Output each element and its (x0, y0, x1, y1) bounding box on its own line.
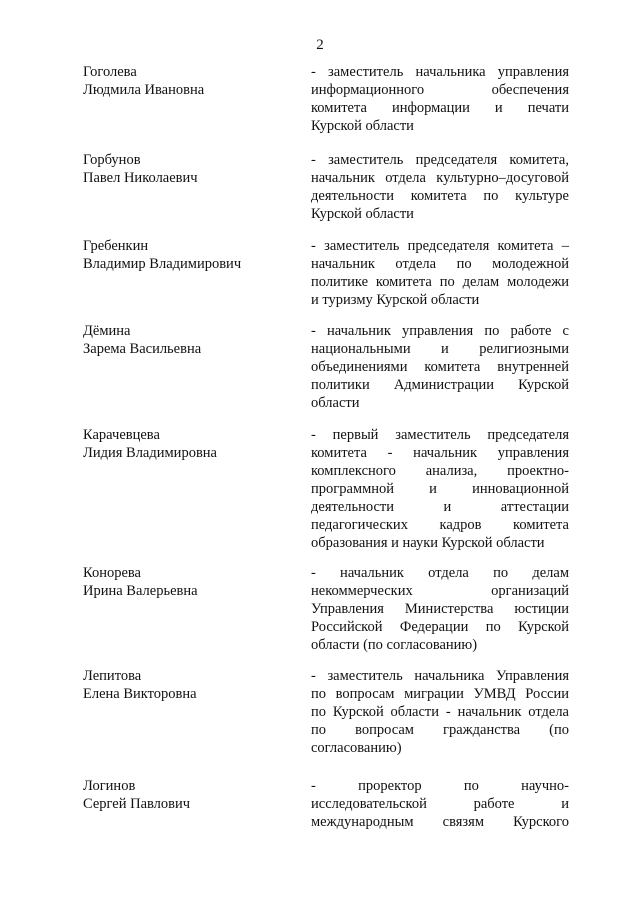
member-given-names: Зарема Васильевна (83, 341, 202, 357)
position-line: - заместитель председателя комитета, (311, 152, 569, 168)
position-line: согласованию) (311, 740, 402, 756)
position-line: Управления Министерства юстиции (311, 601, 569, 617)
member-name (83, 151, 283, 187)
page-number: 2 (316, 37, 324, 53)
position-line: политике комитета по делам молодежи (311, 274, 569, 290)
member-given-names: Владимир Владимирович (83, 256, 242, 272)
member-name (83, 237, 283, 273)
position-line: политики Администрации Курской (311, 377, 569, 393)
position-line: международным связям Курского (311, 814, 569, 830)
position-line: начальник отдела по молодежной (311, 256, 569, 272)
position-line: - проректор по научно- (311, 778, 569, 794)
member-position (311, 63, 569, 135)
member-surname: Лепитова (83, 668, 142, 684)
position-line: Курской области (311, 118, 414, 134)
position-line: Курской области (311, 206, 414, 222)
position-line: по вопросам гражданства (по (311, 722, 569, 738)
position-line: комитета информации и печати (311, 100, 569, 116)
position-line: - заместитель председателя комитета – (311, 238, 569, 254)
position-line: и туризму Курской области (311, 292, 480, 308)
member-given-names: Ирина Валерьевна (83, 583, 198, 599)
position-line: - начальник управления по работе с (311, 323, 569, 339)
member-position (311, 151, 569, 223)
member-surname: Горбунов (83, 152, 141, 168)
member-surname: Конорева (83, 565, 141, 581)
position-line: деятельности комитета по культуре (311, 188, 569, 204)
member-given-names: Елена Викторовна (83, 686, 197, 702)
member-position (311, 426, 569, 552)
member-surname: Дёмина (83, 323, 131, 339)
member-position (311, 237, 569, 309)
position-line: педагогических кадров комитета (311, 517, 569, 533)
member-surname: Логинов (83, 778, 136, 794)
position-line: Российской Федерации по Курской (311, 619, 569, 635)
position-line: исследовательской работе и (311, 796, 569, 812)
member-name (83, 426, 283, 462)
position-line: области (по согласованию) (311, 637, 478, 653)
member-name (83, 777, 283, 813)
member-name (83, 322, 283, 358)
position-line: информационного обеспечения (311, 82, 569, 98)
position-line: - заместитель начальника управления (311, 64, 569, 80)
position-line: национальными и религиозными (311, 341, 569, 357)
member-surname: Гоголева (83, 64, 137, 80)
position-line: - начальник отдела по делам (311, 565, 569, 581)
position-line: программной и инновационной (311, 481, 569, 497)
member-surname: Карачевцева (83, 427, 160, 443)
position-line: комплексного анализа, проектно- (311, 463, 569, 479)
member-name (83, 564, 283, 600)
member-given-names: Сергей Павлович (83, 796, 191, 812)
position-line: - первый заместитель председателя (311, 427, 569, 443)
position-line: объединениями комитета внутренней (311, 359, 569, 375)
position-line: начальник отдела культурно–досуговой (311, 170, 569, 186)
member-surname: Гребенкин (83, 238, 149, 254)
position-line: по Курской области - начальник отдела (311, 704, 569, 720)
position-line: образования и науки Курской области (311, 535, 545, 551)
position-line: области (311, 395, 360, 411)
member-position (311, 322, 569, 412)
member-position (311, 667, 569, 757)
member-position (311, 564, 569, 654)
member-given-names: Людмила Ивановна (83, 82, 205, 98)
position-line: деятельности и аттестации (311, 499, 569, 515)
member-name (83, 667, 283, 703)
position-line: комитета - начальник управления (311, 445, 569, 461)
position-line: некоммерческих организаций (311, 583, 569, 599)
member-name (83, 63, 283, 99)
member-position (311, 777, 569, 831)
member-given-names: Лидия Владимировна (83, 445, 217, 461)
position-line: по вопросам миграции УМВД России (311, 686, 569, 702)
position-line: - заместитель начальника Управления (311, 668, 569, 684)
member-given-names: Павел Николаевич (83, 170, 198, 186)
